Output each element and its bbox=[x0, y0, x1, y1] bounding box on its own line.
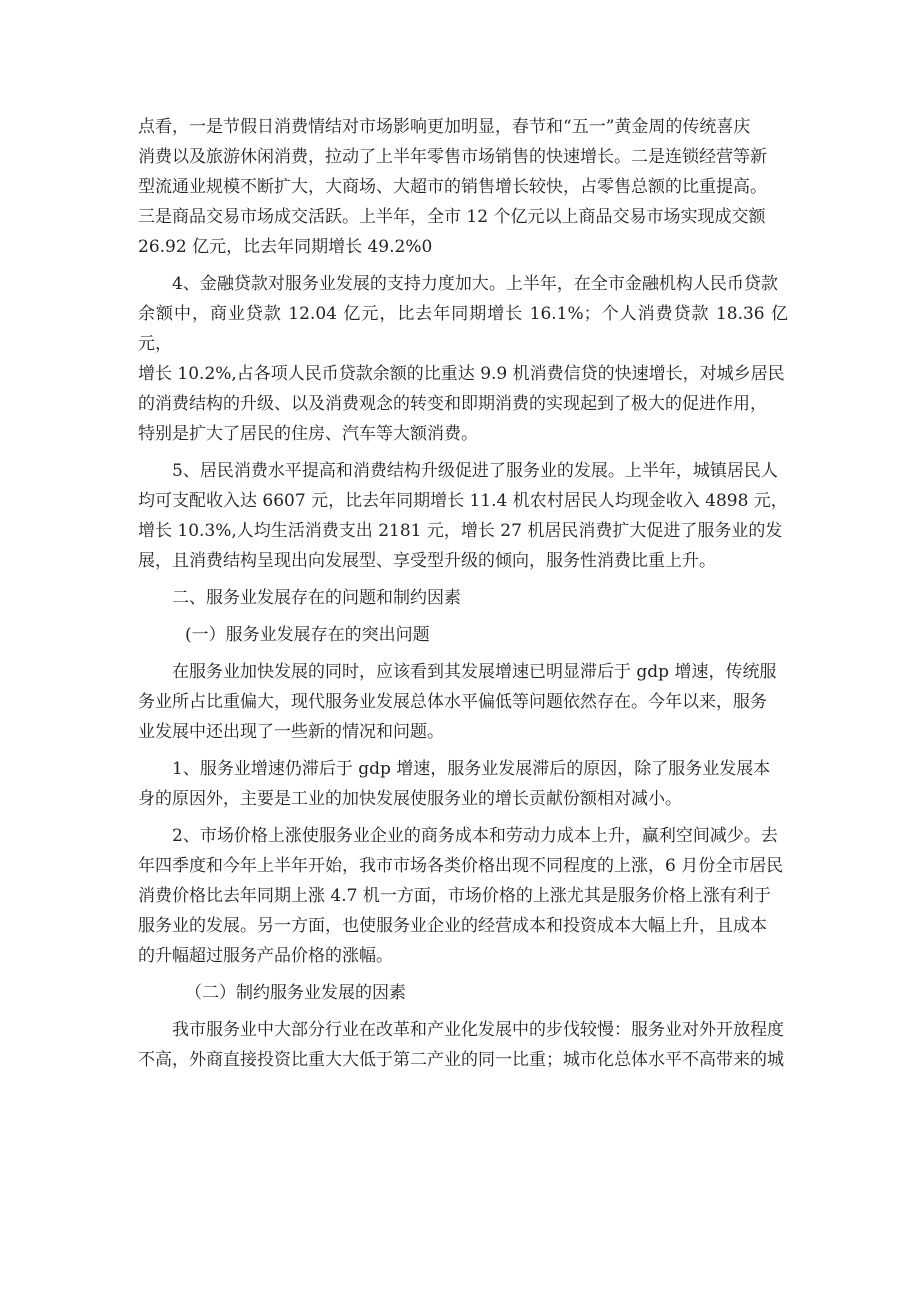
paragraph-resident-consumption: 5、居民消费水平提高和消费结构升级促进了服务业的发展。上半年，城镇居民人 均可支配收入达 6607 元，比去年同期增长 11.4 机农村居民人均现金收入 4898 元， 增长 10.3%,人均生活消费支出 2181 元，增长 27 机居民消费扩大促进了服务业的发 展，且消费结构呈现出向发展型、享受型升级的倾向，服务性消费比重上升。 bbox=[138, 461, 788, 571]
subsection-heading-constraints: （二）制约服务业发展的因素 bbox=[185, 983, 406, 1003]
paragraph-growth-lag-gdp: 1、服务业增速仍滞后于 gdp 增速，服务业发展滞后的原因，除了服务业发展本 身的原因外，主要是工业的加快发展使服务业的增长贡献份额相对减小。 bbox=[138, 759, 771, 809]
section-heading-problems: 二、服务业发展存在的问题和制约因素 bbox=[172, 588, 461, 608]
document-body bbox=[138, 112, 788, 1082]
paragraph-consumption-factors: 点看，一是节假日消费情结对市场影响更加明显，春节和“五一”黄金周的传统喜庆 消费以及旅游休闲消费，拉动了上半年零售市场销售的快速增长。二是连锁经营等新 型流通业规模不断扩大，大商场、大超市的销售增长较快，占零售总额的比重提高。 三是商品交易市场成交活跃。上半年，全市 12 个亿元以上商品交易市场实现成交额 26.92 亿元，比去年同期增长 49.2%0 bbox=[138, 117, 767, 257]
paragraph-growth-lag-overview: 在服务业加快发展的同时，应该看到其发展增速已明显滞后于 gdp 增速，传统服 务业所占比重偏大，现代服务业发展总体水平偏低等问题依然存在。今年以来，服务 业发展中还出现了一些新的情况和问题。 bbox=[138, 662, 777, 742]
paragraph-financial-loans: 4、金融贷款对服务业发展的支持力度加大。上半年，在全市金融机构人民币贷款 余额中，商业贷款 12.04 亿元，比去年同期增长 16.1%；个人消费贷款 18.36 亿元， 增长 10.2%,占各项人民币贷款余额的比重达 9.9 机消费信贷的快速增长，对城乡居民 的消费结构的升级、以及消费观念的转变和即期消费的实现起到了极大的促进作用， 特别是扩大了居民的住房、汽车等大额消费。 bbox=[138, 274, 788, 444]
subsection-heading-prominent-problems: (一）服务业发展存在的突出问题 bbox=[185, 625, 430, 645]
paragraph-price-increase: 2、市场价格上涨使服务业企业的商务成本和劳动力成本上升，赢利空间减少。去 年四季度和今年上半年开始，我市市场各类价格出现不同程度的上涨，6 月份全市居民 消费价格比去年同期上涨 4.7 机一方面，市场价格的上涨尤其是服务价格上涨有利于 服务业的发展。另一方面，也使服务业企业的经营成本和投资成本大幅上升，且成本 的升幅超过服务产品价格的涨幅。 bbox=[138, 826, 784, 966]
paragraph-constraints: 我市服务业中大部分行业在改革和产业化发展中的步伐较慢：服务业对外开放程度 不高，外商直接投资比重大大低于第二产业的同一比重；城市化总体水平不高带来的城 bbox=[138, 1020, 784, 1070]
